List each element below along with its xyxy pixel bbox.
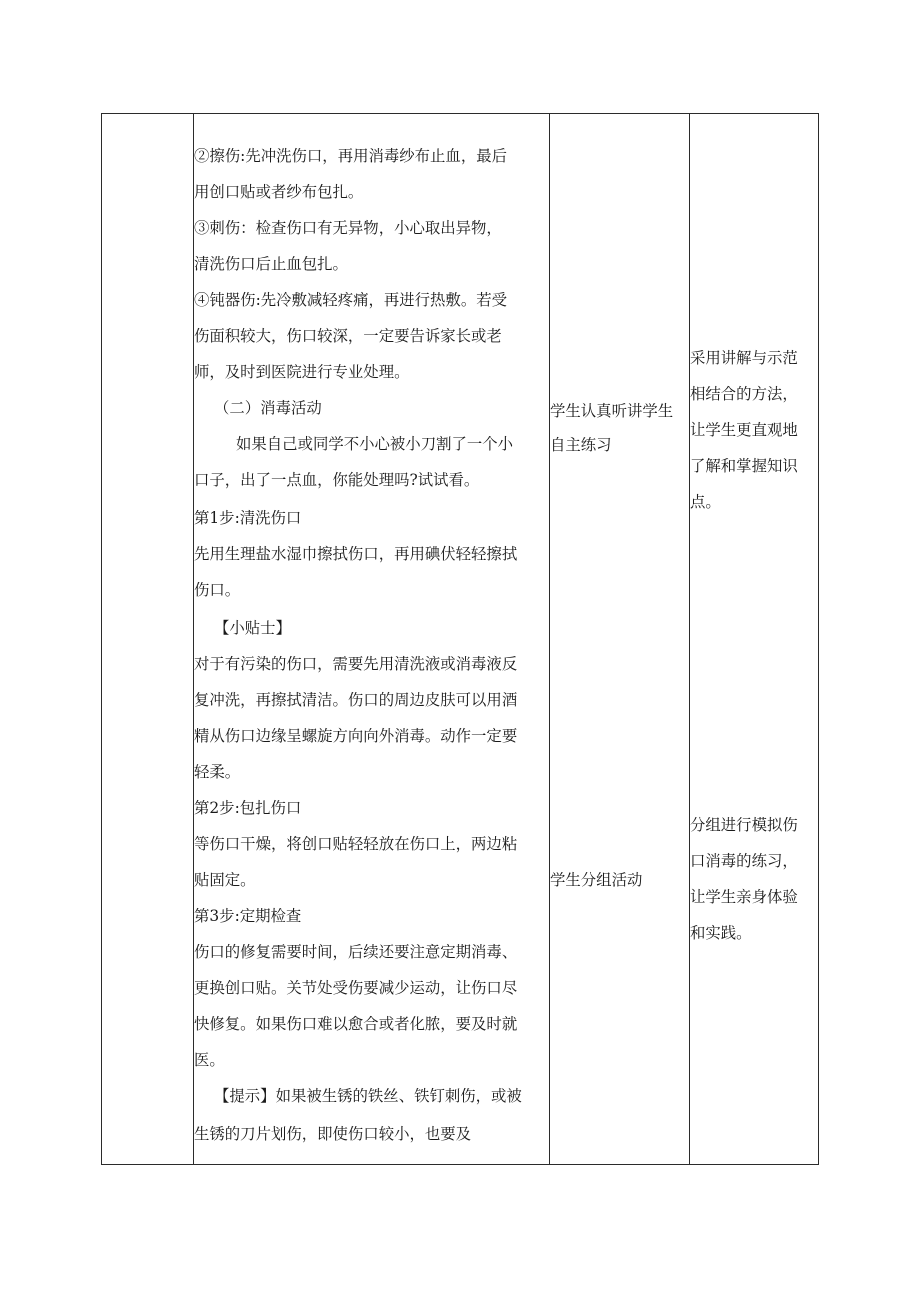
design-intent-column (690, 114, 818, 1164)
content-line: 快修复。如果伤口难以愈合或者化脓，要及时就 (194, 1015, 518, 1033)
design-intent-line: 了解和掌握知识 (690, 457, 798, 475)
content-line: ③刺伤：检查伤口有无异物，小心取出异物， (194, 219, 502, 237)
content-line: 生锈的刀片划伤，即使伤口较小，也要及 (194, 1125, 472, 1143)
student-activity-line: 自主练习 (550, 436, 612, 454)
hint-line: 【提示】如果被生锈的铁丝、铁钉刺伤，或被 (214, 1087, 522, 1105)
design-intent-line: 点。 (690, 493, 721, 511)
student-activity-line: 学生分组活动 (550, 871, 643, 889)
content-line: 更换创口贴。关节处受伤要减少运动，让伤口尽 (194, 979, 518, 997)
student-activity-column (550, 114, 689, 1164)
design-intent-line: 口消毒的练习， (690, 852, 798, 870)
step-heading: 第1步:清洗伤口 (194, 509, 302, 527)
content-line: 贴固定。 (194, 871, 256, 889)
tip-heading: 【小贴士】 (214, 619, 291, 637)
content-line: 等伤口干燥，将创口贴轻轻放在伤口上，两边粘 (194, 835, 518, 853)
stage-column (102, 114, 193, 1164)
content-line: 轻柔。 (194, 763, 241, 781)
content-line: 伤面积较大，伤口较深，一定要告诉家长或老 (194, 327, 502, 345)
content-line: 口子，出了一点血，你能处理吗?试试看。 (194, 471, 480, 489)
content-line: 伤口的修复需要时间，后续还要注意定期消毒、 (194, 943, 518, 961)
step-heading: 第2步:包扎伤口 (194, 799, 302, 817)
design-intent-line: 采用讲解与示范 (690, 349, 798, 367)
content-line: 先用生理盐水湿巾擦拭伤口，再用碘伏轻轻擦拭 (194, 545, 518, 563)
content-line: 师，及时到医院进行专业处理。 (194, 363, 410, 381)
student-activity-line: 学生认真听讲学生 (550, 402, 674, 420)
content-line: 清洗伤口后止血包扎。 (194, 255, 348, 273)
content-line: 复冲洗，再擦拭清洁。伤口的周边皮肤可以用酒 (194, 691, 518, 709)
lesson-plan-table (101, 113, 819, 1165)
content-line: 精从伤口边缘呈螺旋方向向外消毒。动作一定要 (194, 727, 518, 745)
design-intent-line: 让学生亲身体验 (690, 888, 798, 906)
step-heading: 第3步:定期检查 (194, 907, 302, 925)
content-line: ②擦伤:先冲洗伤口，再用消毒纱布止血，最后 (194, 147, 507, 165)
content-line: 用创口贴或者纱布包扎。 (194, 183, 364, 201)
teaching-content-column (194, 114, 549, 1164)
content-line: 伤口。 (194, 581, 241, 599)
content-line: ④钝器伤:先冷敷减轻疼痛，再进行热敷。若受 (194, 291, 507, 309)
content-line: 医。 (194, 1051, 225, 1069)
section-heading: （二）消毒活动 (214, 399, 322, 417)
content-line: 如果自己或同学不小心被小刀割了一个小 (236, 435, 514, 453)
design-intent-line: 让学生更直观地 (690, 421, 798, 439)
design-intent-line: 相结合的方法， (690, 385, 798, 403)
content-line: 对于有污染的伤口，需要先用清洗液或消毒液反 (194, 655, 518, 673)
design-intent-line: 和实践。 (690, 924, 752, 942)
design-intent-line: 分组进行模拟伤 (690, 816, 798, 834)
